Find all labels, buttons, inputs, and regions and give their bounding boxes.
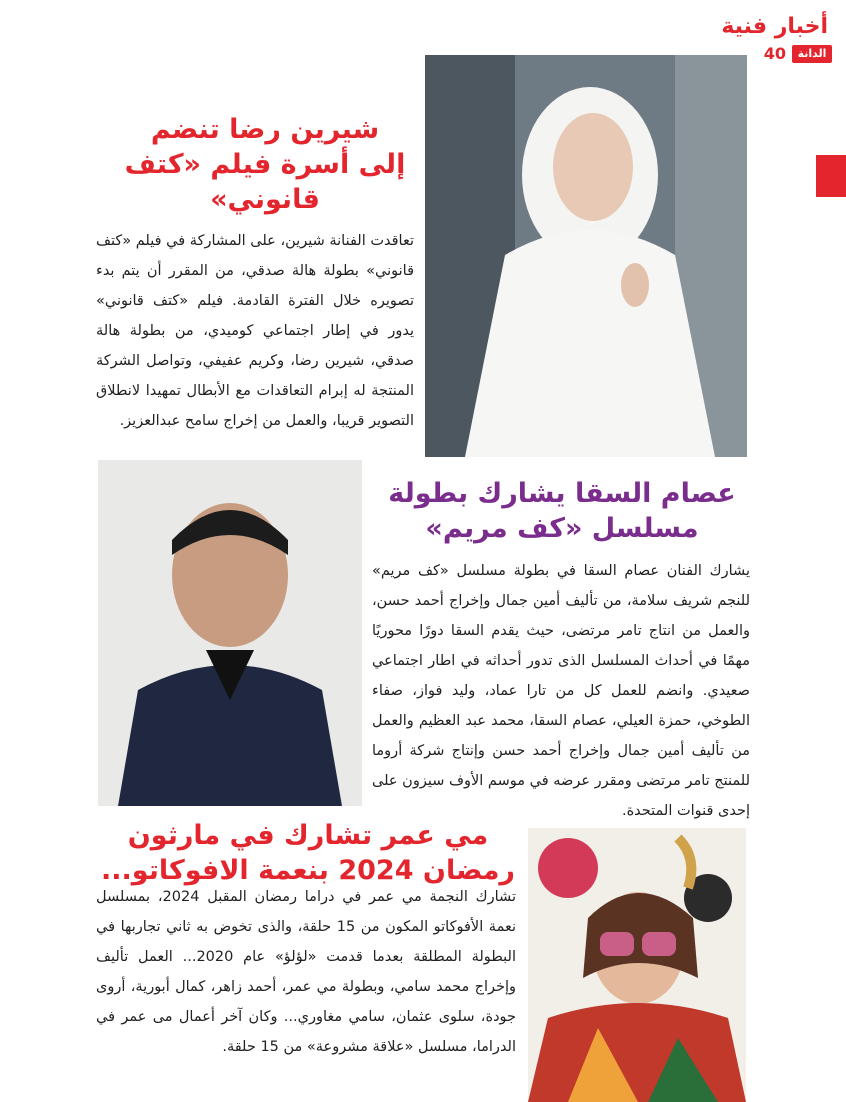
headline-mai [96,818,520,888]
page-number: 40 [763,44,786,63]
headline-line: قانوني» [210,184,320,216]
page-badge [764,44,832,63]
headline-line: عصام السقا يشارك بطولة [388,478,736,509]
red-edge-tab [816,155,846,197]
essam-photo [98,460,362,806]
body-essam: يشارك الفنان عصام السقا في بطولة مسلسل «كف مريم» للنجم شريف سلامة، من تأليف أمين جمال وإخراج أحمد حسن، والعمل من انتاج تامر مرتضى، حيث يقدم السقا دورًا محوريًا مهمًا في أحداث المسلسل الذى تدور أحداثه في اطار اجتماعي صعيدي. وانضم للعمل كل من تارا عماد، وليد فواز، صفاء الطوخي، حمزة العيلي، عصام السقا، محمد عبد العظيم والعمل من تأليف أمين جمال وإخراج أحمد حسن وإنتاج شركة أروما للمنتج تامر مرتضى ومقرر عرضه في موسم الأوف سيزون على إحدى قنوات المتحدة. [372,563,750,819]
headline-line: إلى أسرة فيلم «كتف [124,149,406,181]
sherine-photo [425,55,747,457]
body-sherine: تعاقدت الفنانة شيرين، على المشاركة في فيلم «كتف قانوني» بطولة هالة صدقي، من المقرر أن يتم بدء تصويره خلال الفترة القادمة. فيلم «كتف قانوني» يدور في إطار اجتماعي كوميدي، من بطولة هالة صدقي، شيرين رضا، وكريم عفيفي، وتواصل الشركة المنتجة له إبرام التعاقدات مع الأبطال تمهيدا لانطلاق التصوير قريبا، والعمل من إخراج سامح عبدالعزيز. [96,233,414,429]
headline-line: رمضان 2024 بنعمة الافوكاتو... [101,855,515,887]
body-mai: تشارك النجمة مي عمر في دراما رمضان المقبل 2024، بمسلسل نعمة الأفوكاتو المكون من 15 حلقة، والذى تخوض به ثاني تجاربها في البطولة المطلقة بعدما قدمت «لؤلؤ» عام 2020... العمل تأليف وإخراج محمد سامي، وبطولة مي عمر، أحمد زاهر، كمال أبورية، أروى جودة، سلوى عثمان، سامي مغاوري... وكان آخر أعمال مى عمر في الدراما، مسلسل «علاقة مشروعة» من 15 حلقة. [96,889,516,1055]
headline-line: شيرين رضا تنضم [150,114,380,145]
headline-sherine [120,112,410,217]
mai-photo [528,828,746,1102]
headline-line: مي عمر تشارك في مارثون [127,820,489,851]
headline-line: مسلسل «كف مريم» [425,513,699,545]
headline-essam [372,476,752,546]
section-label: أخبار فنية [721,14,828,39]
magazine-logo: الدانة [792,45,832,63]
